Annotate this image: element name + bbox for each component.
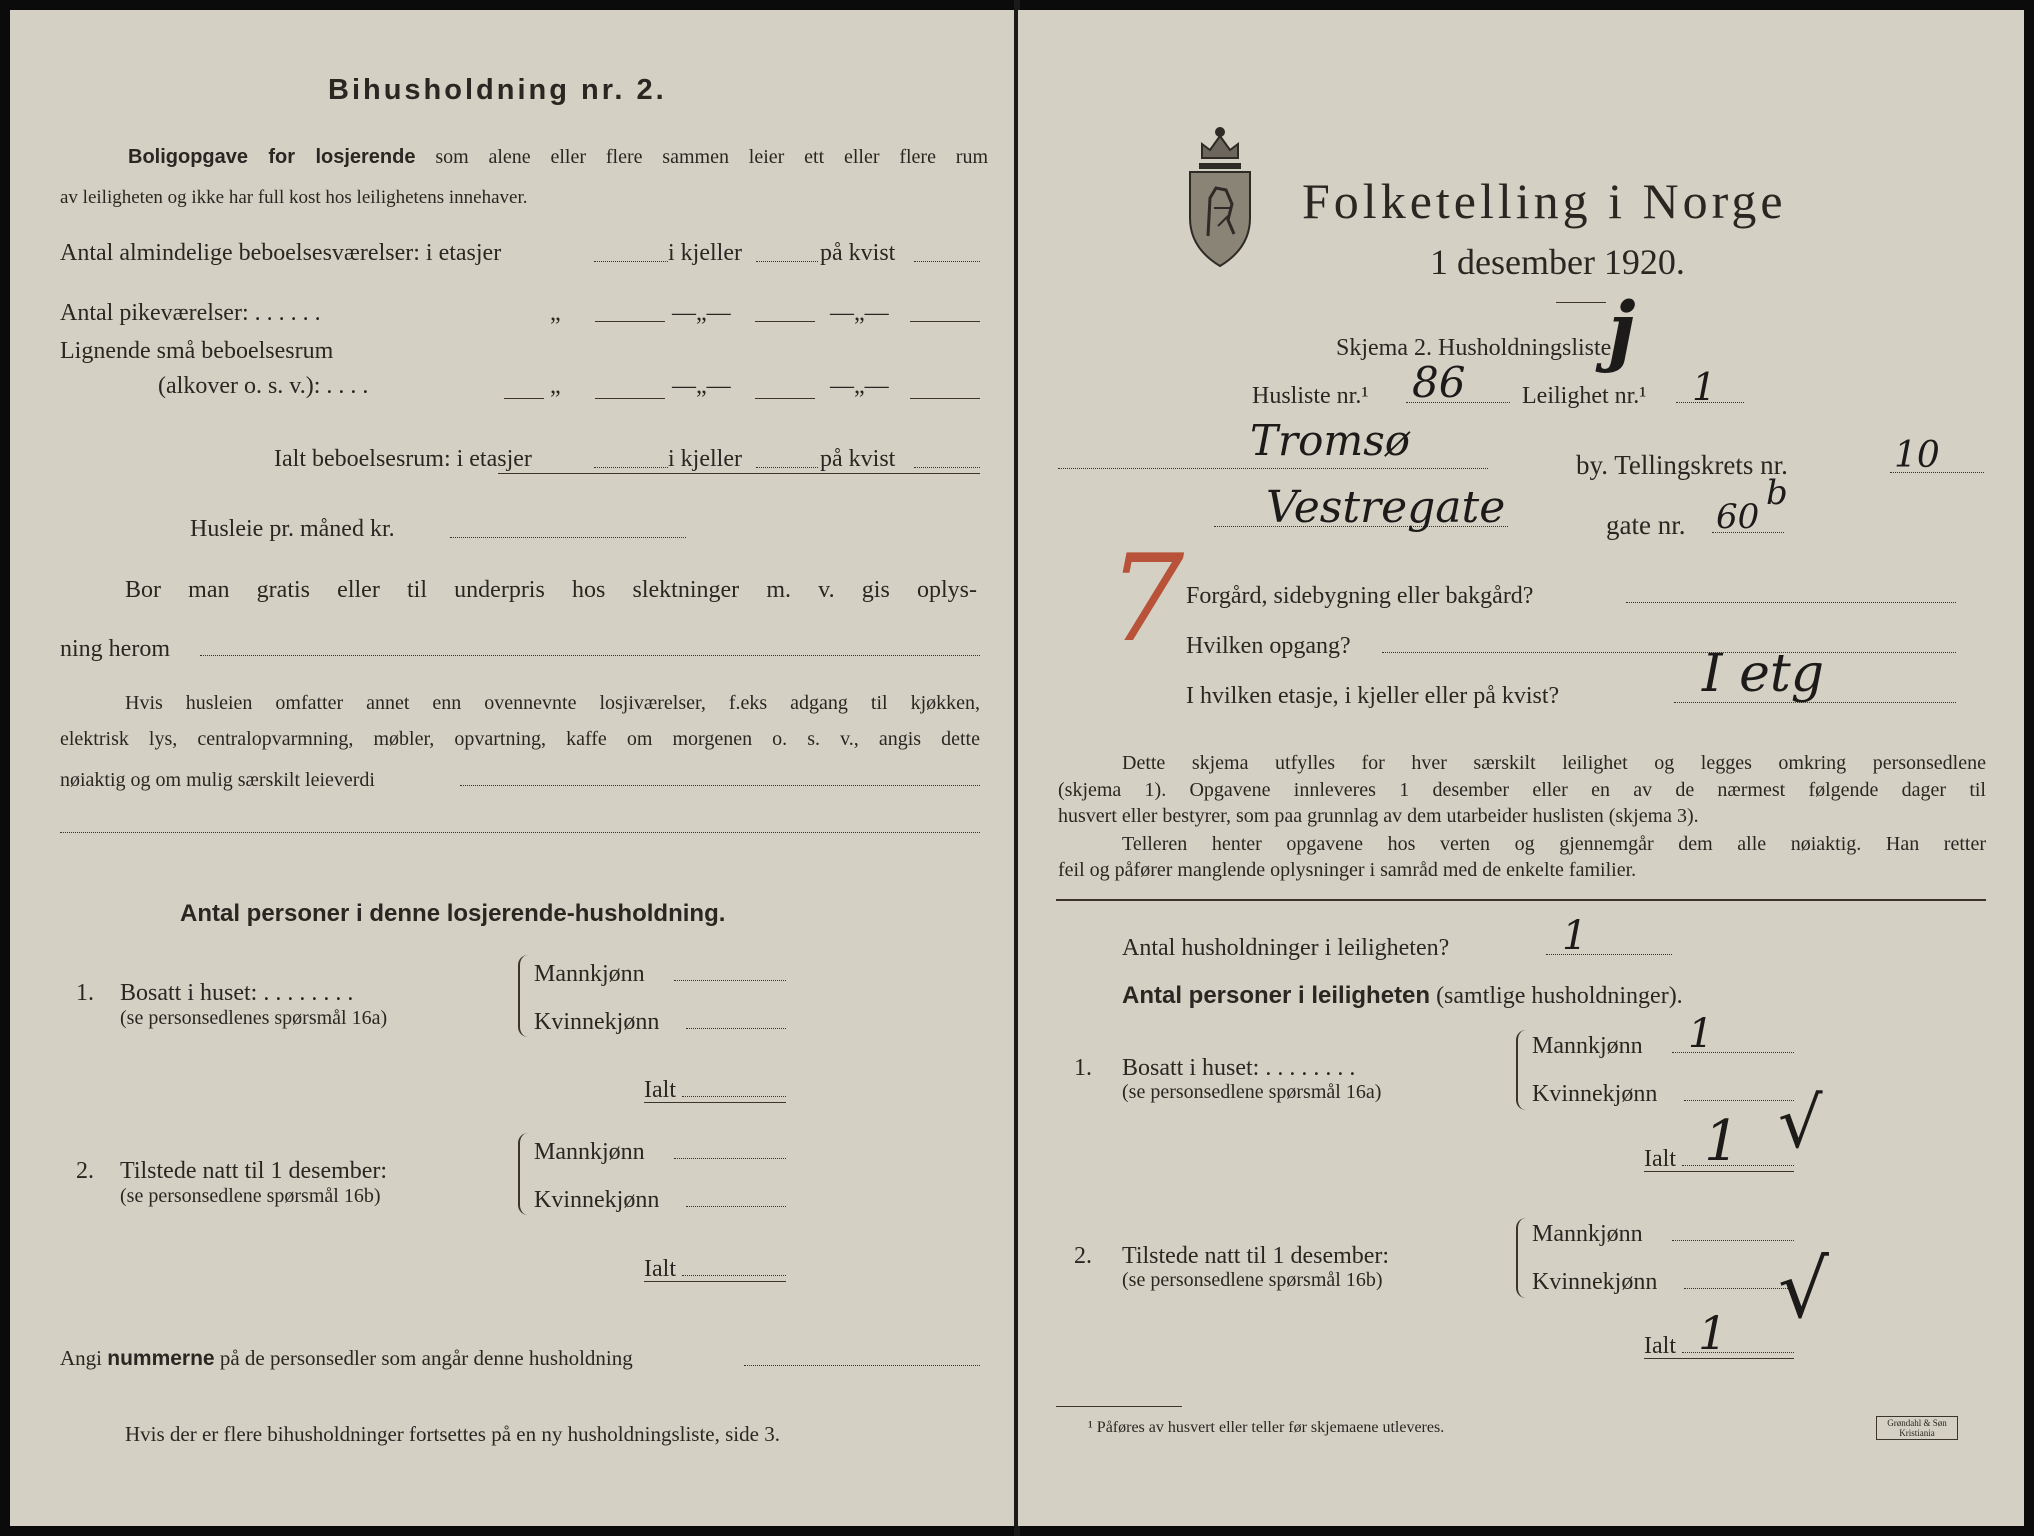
hvis-line-3: nøiaktig og om mulig særskilt leieverdi bbox=[60, 769, 375, 791]
leieverdi-line-2[interactable] bbox=[60, 832, 980, 833]
form-date: 1 desember 1920. bbox=[1430, 242, 1685, 282]
etasje-label: I hvilken etasje, i kjeller eller på kvist? bbox=[1186, 683, 1560, 709]
hw-q1-ialt: 1 bbox=[1704, 1109, 1740, 1174]
lignende-label-1: Lignende små beboelsesrum bbox=[60, 338, 334, 364]
hw-q2-check: √ bbox=[1778, 1243, 1829, 1336]
forgard-label: Forgård, sidebygning eller bakgård? bbox=[1186, 583, 1534, 609]
lignende-line-3[interactable] bbox=[910, 398, 980, 399]
rooms-kjeller-line[interactable] bbox=[756, 261, 818, 262]
angi-text bbox=[60, 1348, 633, 1369]
pike-dash-1: —„— bbox=[672, 300, 731, 326]
instr-line-1: Dette skjema utfylles for hver særskilt leilighet og legges omkring personsedlene bbox=[1122, 752, 1986, 774]
left-q2-ialt-line[interactable] bbox=[682, 1275, 786, 1276]
lignende-ditto: „ bbox=[550, 373, 561, 399]
ialt-kvist-label: på kvist bbox=[820, 446, 896, 472]
left-q2-kvinne-line[interactable] bbox=[686, 1206, 786, 1207]
stamp-line-1: Grøndahl & Søn bbox=[1887, 1418, 1947, 1428]
left-q1-kvinne-label: Kvinnekjønn bbox=[534, 1009, 660, 1035]
rooms-etasjer-line[interactable] bbox=[594, 261, 668, 262]
hw-leilighet-nr: 1 bbox=[1692, 365, 1717, 409]
hw-q1-mann: 1 bbox=[1688, 1011, 1714, 1057]
right-q1-sub: (se personsedlene spørsmål 16a) bbox=[1122, 1081, 1382, 1103]
leieverdi-line[interactable] bbox=[460, 785, 980, 786]
ialt-kjeller-label: i kjeller bbox=[668, 446, 742, 472]
left-q2-ialt-label: Ialt bbox=[644, 1256, 676, 1282]
hw-gate-suffix: b bbox=[1766, 473, 1788, 513]
ialt-etasjer-line[interactable] bbox=[594, 467, 668, 468]
instr-line-2: (skjema 1). Opgavene innleveres 1 desember eller en av de nærmest følgende dager til bbox=[1058, 779, 1986, 801]
husleie-label: Husleie pr. måned kr. bbox=[190, 516, 395, 542]
hvis-line-2: elektrisk lys, centralopvarmning, møbler, opvartning, kaffe om morgenen o. s. v., angis dette bbox=[60, 728, 980, 750]
hvis-line-1: Hvis husleien omfatter annet enn ovennevnte losjiværelser, f.eks adgang til kjøkken, bbox=[125, 692, 980, 714]
right-page bbox=[1018, 10, 2024, 1526]
right-q1-brace bbox=[1516, 1030, 1526, 1110]
by-label: by. Tellingskrets nr. bbox=[1576, 450, 1788, 480]
right-q1-number: 1. bbox=[1074, 1055, 1092, 1081]
lignende-line-2[interactable] bbox=[755, 398, 815, 399]
title-rule bbox=[1556, 302, 1606, 303]
pike-label: Antal pikeværelser: . . . . . . bbox=[60, 300, 321, 326]
left-q1-ialt-underline bbox=[644, 1102, 786, 1103]
left-q1-number: 1. bbox=[76, 980, 94, 1006]
right-q2-sub: (se personsedlene spørsmål 16b) bbox=[1122, 1269, 1383, 1291]
angi-bold: nummerne bbox=[107, 1347, 215, 1370]
left-q1-mann-label: Mannkjønn bbox=[534, 961, 645, 987]
right-q1-kvinne-label: Kvinnekjønn bbox=[1532, 1081, 1658, 1107]
lignende-line-a[interactable] bbox=[504, 398, 544, 399]
pike-ditto: „ bbox=[550, 300, 561, 326]
left-q2-ialt-underline bbox=[644, 1281, 786, 1282]
hw-etasje: I etg bbox=[1702, 644, 1825, 704]
persons-heading: Antal personer i denne losjerende-husholdning. bbox=[180, 900, 726, 927]
left-q2-label: Tilstede natt til 1 desember: bbox=[120, 1158, 388, 1184]
skjema-label: Skjema 2. Husholdningsliste. bbox=[1336, 335, 1618, 361]
pike-line-1[interactable] bbox=[595, 321, 665, 322]
hw-by: Tromsø bbox=[1250, 416, 1411, 465]
left-q2-number: 2. bbox=[76, 1158, 94, 1184]
husliste-label: Husliste nr.¹ bbox=[1252, 383, 1369, 409]
stamp-line-2: Kristiania bbox=[1899, 1428, 1935, 1438]
hw-q1-check: √ bbox=[1778, 1082, 1823, 1164]
right-q2-number: 2. bbox=[1074, 1243, 1092, 1269]
right-q2-label: Tilstede natt til 1 desember: bbox=[1122, 1243, 1390, 1269]
angi-post: på de personsedler som angår denne husholdning bbox=[219, 1346, 633, 1370]
by-line[interactable] bbox=[1058, 468, 1488, 469]
lignende-line-1[interactable] bbox=[595, 398, 665, 399]
antal-pers-heading bbox=[1122, 984, 1683, 1008]
left-q1-brace bbox=[518, 955, 528, 1037]
left-footer: Hvis der er flere bihusholdninger fortsettes på en ny husholdningsliste, side 3. bbox=[125, 1422, 780, 1446]
left-q1-ialt-line[interactable] bbox=[682, 1096, 786, 1097]
antal-pers-rest: (samtlige husholdninger). bbox=[1436, 983, 1683, 1009]
opgang-label: Hvilken opgang? bbox=[1186, 633, 1351, 659]
rooms-label: Antal almindelige beboelsesværelser: i etasjer bbox=[60, 240, 502, 266]
left-q2-sub: (se personsedlene spørsmål 16b) bbox=[120, 1185, 381, 1207]
left-q2-brace bbox=[518, 1133, 528, 1215]
right-q2-mann-label: Mannkjønn bbox=[1532, 1221, 1643, 1247]
intro-line-2: av leiligheten og ikke har full kost hos leilighetens innehaver. bbox=[60, 187, 528, 208]
rooms-kjeller-label: i kjeller bbox=[668, 240, 742, 266]
instr-line-3: husvert eller bestyrer, som paa grunnlag av dem utarbeider huslisten (skjema 3). bbox=[1058, 805, 1699, 827]
intro-bold: Boligopgave for losjerende bbox=[128, 146, 416, 168]
left-q2-kvinne-label: Kvinnekjønn bbox=[534, 1187, 660, 1213]
pike-line-3[interactable] bbox=[910, 321, 980, 322]
bor-line[interactable] bbox=[200, 655, 980, 656]
instr-rule bbox=[1056, 899, 1986, 901]
antal-pers-bold: Antal personer i leiligheten bbox=[1122, 982, 1431, 1009]
left-q1-kvinne-line[interactable] bbox=[686, 1028, 786, 1029]
left-q1-mann-line[interactable] bbox=[674, 980, 786, 981]
instr-line-4: Telleren henter opgavene hos verten og gjennemgår dem alle nøiaktig. Han retter bbox=[1122, 833, 1986, 855]
hw-gate-nr: 60 bbox=[1716, 497, 1760, 537]
right-q1-mann-label: Mannkjønn bbox=[1532, 1033, 1643, 1059]
angi-line[interactable] bbox=[744, 1365, 980, 1366]
footnote: ¹ Påføres av husvert eller teller før skjemaene utleveres. bbox=[1088, 1419, 1445, 1436]
footnote-rule bbox=[1056, 1406, 1182, 1407]
norwegian-coat-of-arms-icon bbox=[1180, 108, 1260, 270]
right-q2-brace bbox=[1516, 1218, 1526, 1298]
lignende-dash-1: —„— bbox=[672, 373, 731, 399]
left-page bbox=[10, 10, 1016, 1526]
left-q1-ialt-label: Ialt bbox=[644, 1077, 676, 1103]
angi-pre: Angi bbox=[60, 1346, 102, 1370]
opgang-line[interactable] bbox=[1382, 652, 1956, 653]
husleie-line[interactable] bbox=[450, 537, 686, 538]
lignende-label-2: (alkover o. s. v.): . . . . bbox=[158, 373, 369, 399]
left-q1-label: Bosatt i huset: . . . . . . . . bbox=[120, 980, 354, 1006]
ialt-kjeller-line[interactable] bbox=[756, 467, 818, 468]
right-q2-kvinne-label: Kvinnekjønn bbox=[1532, 1269, 1658, 1295]
right-q1-ialt-label: Ialt bbox=[1644, 1146, 1676, 1172]
gate-label: gate nr. bbox=[1606, 510, 1686, 540]
hw-q2-ialt: 1 bbox=[1698, 1306, 1728, 1360]
intro-rest: som alene eller flere sammen leier ett eller flere rum bbox=[435, 146, 988, 168]
antal-hush-label: Antal husholdninger i leiligheten? bbox=[1122, 935, 1450, 961]
printer-stamp bbox=[1876, 1416, 1958, 1440]
left-q1-sub: (se personsedlenes spørsmål 16a) bbox=[120, 1007, 388, 1029]
hw-top-mark: j bbox=[1608, 285, 1636, 374]
forgard-line[interactable] bbox=[1626, 602, 1956, 603]
left-heading: Bihusholdning nr. 2. bbox=[328, 74, 667, 106]
hw-krets-nr: 10 bbox=[1894, 435, 1940, 476]
right-q1-label: Bosatt i huset: . . . . . . . . bbox=[1122, 1055, 1356, 1081]
lignende-dash-2: —„— bbox=[830, 373, 889, 399]
right-q2-ialt-label: Ialt bbox=[1644, 1333, 1676, 1359]
left-q2-mann-line[interactable] bbox=[674, 1158, 786, 1159]
rooms-kvist-line[interactable] bbox=[914, 261, 980, 262]
hw-husliste-nr: 86 bbox=[1412, 358, 1466, 407]
left-q2-mann-label: Mannkjønn bbox=[534, 1139, 645, 1165]
bor-line-2: ning herom bbox=[60, 636, 170, 662]
form-title: Folketelling i Norge bbox=[1302, 173, 1787, 229]
right-q2-mann-line[interactable] bbox=[1672, 1240, 1794, 1241]
ialt-rooms-label: Ialt beboelsesrum: i etasjer bbox=[274, 446, 532, 472]
leilighet-label: Leilighet nr.¹ bbox=[1522, 383, 1647, 409]
bor-line-1: Bor man gratis eller til underpris hos slektninger m. v. gis oplys- bbox=[125, 577, 977, 603]
ialt-underline bbox=[498, 473, 980, 474]
pike-dash-2: —„— bbox=[830, 300, 889, 326]
intro-line-1 bbox=[128, 146, 988, 169]
hw-antal-hush: 1 bbox=[1562, 913, 1588, 959]
pike-line-2[interactable] bbox=[755, 321, 815, 322]
hw-margin-mark: 7 bbox=[1108, 530, 1185, 669]
ialt-kvist-line[interactable] bbox=[914, 467, 980, 468]
rooms-kvist-label: på kvist bbox=[820, 240, 896, 266]
instr-line-5: feil og påfører manglende oplysninger i samråd med de enkelte familier. bbox=[1058, 859, 1637, 881]
hw-gate: Vestregate bbox=[1266, 482, 1506, 533]
